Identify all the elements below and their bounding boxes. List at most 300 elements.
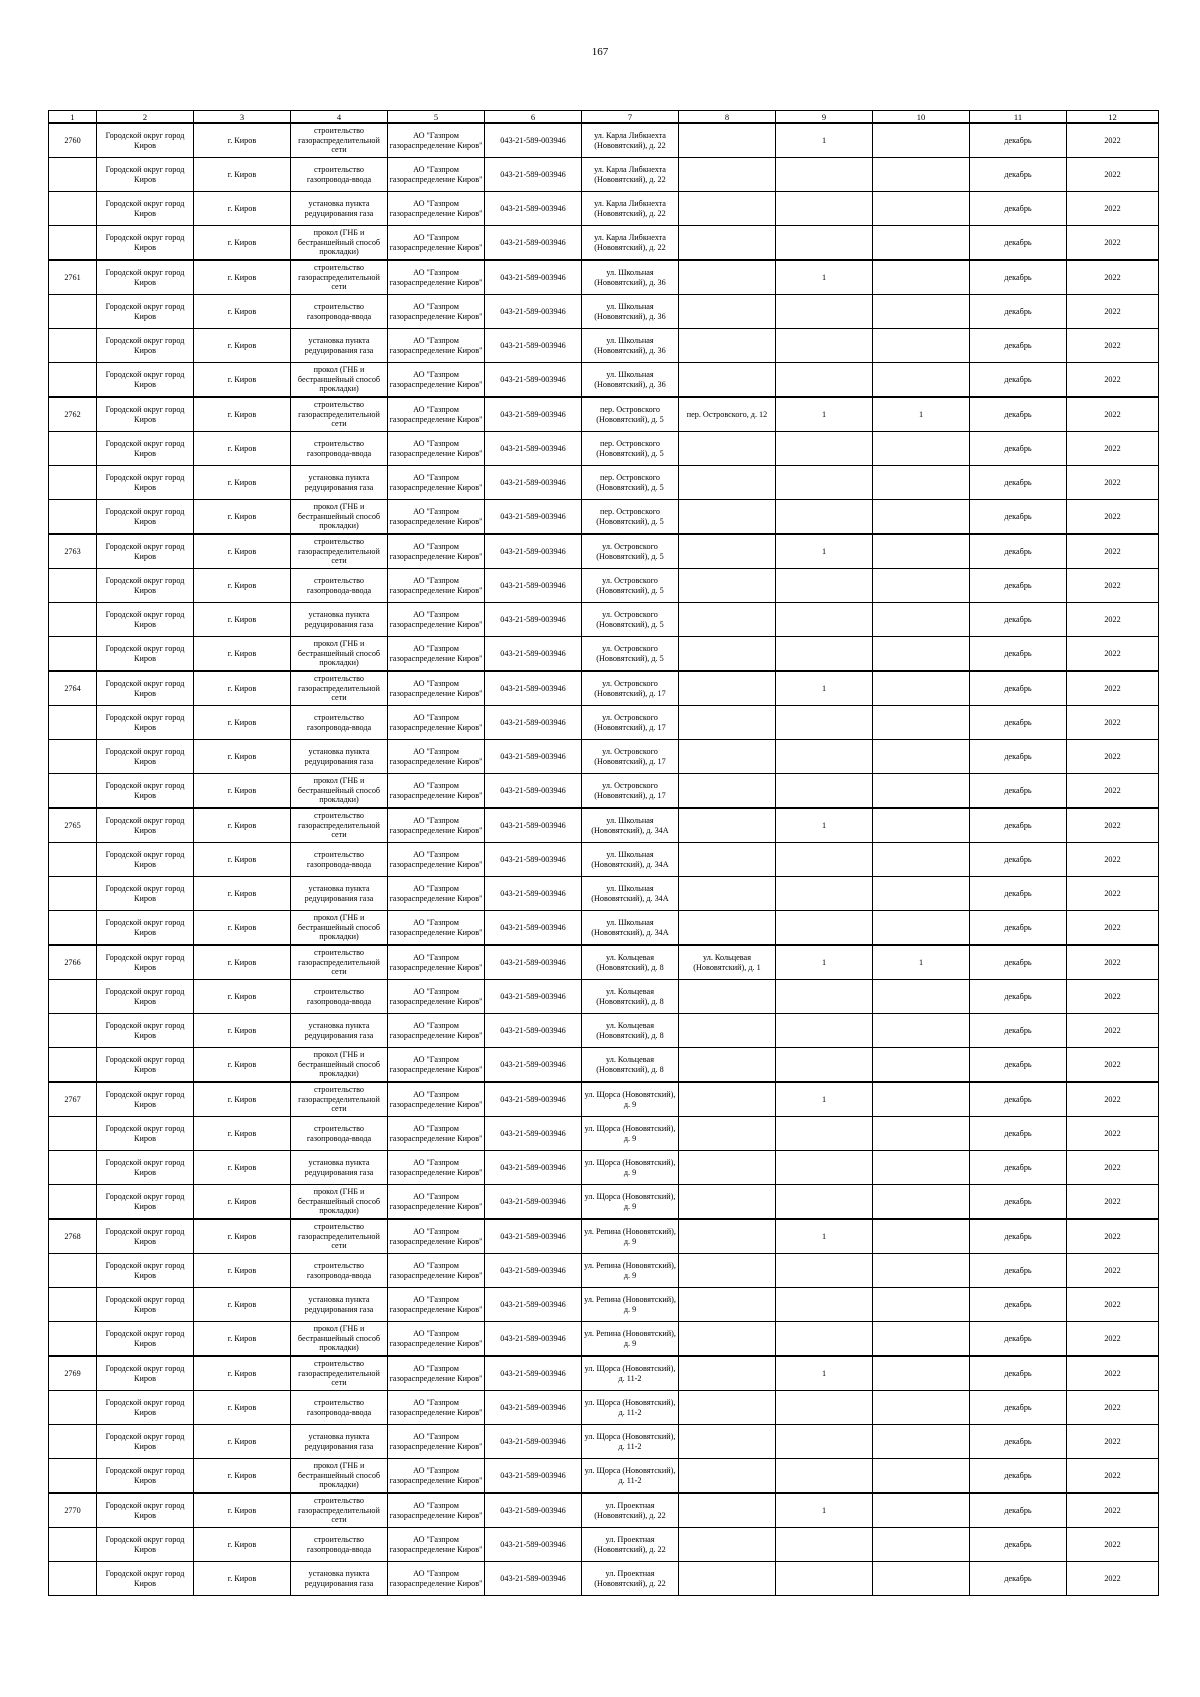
- year-cell: 2022: [1067, 1322, 1159, 1357]
- secondary-address-cell: [679, 226, 776, 261]
- column-10-cell: [873, 192, 970, 226]
- column-10-cell: [873, 671, 970, 706]
- address-cell: ул. Школьная (Нововятский), д. 36: [582, 329, 679, 363]
- city-cell: г. Киров: [194, 329, 291, 363]
- column-10-cell: [873, 740, 970, 774]
- column-9-cell: [776, 980, 873, 1014]
- city-cell: г. Киров: [194, 432, 291, 466]
- city-cell: г. Киров: [194, 569, 291, 603]
- work-type-cell: строительство газораспределительной сети: [291, 397, 388, 432]
- work-type-cell: установка пункта редуцирования газа: [291, 1288, 388, 1322]
- city-cell: г. Киров: [194, 1459, 291, 1494]
- row-number-cell: [49, 363, 97, 398]
- column-9-cell: [776, 1288, 873, 1322]
- address-cell: ул. Кольцевая (Нововятский), д. 8: [582, 1048, 679, 1083]
- work-type-cell: строительство газопровода-ввода: [291, 980, 388, 1014]
- district-cell: Городской округ город Киров: [97, 260, 194, 295]
- organization-cell: АО "Газпром газораспределение Киров": [388, 1562, 485, 1596]
- secondary-address-cell: [679, 1048, 776, 1083]
- secondary-address-cell: [679, 1014, 776, 1048]
- work-type-cell: строительство газопровода-ввода: [291, 706, 388, 740]
- code-cell: 043-21-589-003946: [485, 397, 582, 432]
- address-cell: ул. Проектная (Нововятский), д. 22: [582, 1562, 679, 1596]
- month-cell: декабрь: [970, 945, 1067, 980]
- city-cell: г. Киров: [194, 1322, 291, 1357]
- year-cell: 2022: [1067, 1185, 1159, 1220]
- month-cell: декабрь: [970, 466, 1067, 500]
- column-9-cell: [776, 329, 873, 363]
- column-10-cell: [873, 432, 970, 466]
- work-type-cell: прокол (ГНБ и бестраншейный способ прокладки): [291, 1048, 388, 1083]
- organization-cell: АО "Газпром газораспределение Киров": [388, 1014, 485, 1048]
- month-cell: декабрь: [970, 1322, 1067, 1357]
- month-cell: декабрь: [970, 329, 1067, 363]
- row-number-cell: 2770: [49, 1493, 97, 1528]
- address-cell: ул. Щорса (Нововятский), д. 11-2: [582, 1459, 679, 1494]
- organization-cell: АО "Газпром газораспределение Киров": [388, 123, 485, 158]
- year-cell: 2022: [1067, 295, 1159, 329]
- district-cell: Городской округ город Киров: [97, 637, 194, 672]
- district-cell: Городской округ город Киров: [97, 945, 194, 980]
- column-9-cell: [776, 637, 873, 672]
- column-10-cell: [873, 1391, 970, 1425]
- district-cell: Городской округ город Киров: [97, 397, 194, 432]
- column-10-cell: [873, 1219, 970, 1254]
- row-number-cell: [49, 877, 97, 911]
- organization-cell: АО "Газпром газораспределение Киров": [388, 295, 485, 329]
- year-cell: 2022: [1067, 1014, 1159, 1048]
- column-9-cell: [776, 706, 873, 740]
- organization-cell: АО "Газпром газораспределение Киров": [388, 774, 485, 809]
- column-9-cell: [776, 843, 873, 877]
- code-cell: 043-21-589-003946: [485, 1014, 582, 1048]
- address-cell: ул. Щорса (Нововятский), д. 11-2: [582, 1356, 679, 1391]
- row-number-cell: 2765: [49, 808, 97, 843]
- secondary-address-cell: [679, 1322, 776, 1357]
- column-10-cell: [873, 877, 970, 911]
- month-cell: декабрь: [970, 774, 1067, 809]
- district-cell: Городской округ город Киров: [97, 877, 194, 911]
- column-9-cell: 1: [776, 1493, 873, 1528]
- column-10-cell: [873, 329, 970, 363]
- row-number-cell: [49, 1185, 97, 1220]
- secondary-address-cell: [679, 158, 776, 192]
- column-9-cell: 1: [776, 260, 873, 295]
- district-cell: Городской округ город Киров: [97, 911, 194, 946]
- organization-cell: АО "Газпром газораспределение Киров": [388, 637, 485, 672]
- row-number-cell: 2768: [49, 1219, 97, 1254]
- column-header-1: 1: [49, 111, 97, 124]
- month-cell: декабрь: [970, 192, 1067, 226]
- month-cell: декабрь: [970, 877, 1067, 911]
- column-10-cell: [873, 808, 970, 843]
- table-row: [49, 911, 1159, 946]
- table-row: [49, 706, 1159, 740]
- district-cell: Городской округ город Киров: [97, 1528, 194, 1562]
- year-cell: 2022: [1067, 1254, 1159, 1288]
- code-cell: 043-21-589-003946: [485, 706, 582, 740]
- row-number-cell: [49, 466, 97, 500]
- code-cell: 043-21-589-003946: [485, 603, 582, 637]
- row-number-cell: [49, 569, 97, 603]
- row-number-cell: [49, 1562, 97, 1596]
- organization-cell: АО "Газпром газораспределение Киров": [388, 1288, 485, 1322]
- table-row: [49, 1219, 1159, 1254]
- work-type-cell: прокол (ГНБ и бестраншейный способ прокладки): [291, 1459, 388, 1494]
- address-cell: ул. Островского (Нововятский), д. 5: [582, 569, 679, 603]
- work-type-cell: установка пункта редуцирования газа: [291, 1425, 388, 1459]
- code-cell: 043-21-589-003946: [485, 637, 582, 672]
- row-number-cell: [49, 432, 97, 466]
- code-cell: 043-21-589-003946: [485, 569, 582, 603]
- page-number: 167: [591, 46, 609, 58]
- address-cell: ул. Карла Либкнехта (Нововятский), д. 22: [582, 226, 679, 261]
- address-cell: ул. Островского (Нововятский), д. 17: [582, 774, 679, 809]
- table-row: [49, 123, 1159, 158]
- secondary-address-cell: ул. Кольцевая (Нововятский), д. 1: [679, 945, 776, 980]
- year-cell: 2022: [1067, 158, 1159, 192]
- city-cell: г. Киров: [194, 1356, 291, 1391]
- code-cell: 043-21-589-003946: [485, 1562, 582, 1596]
- table-row: [49, 1562, 1159, 1596]
- column-9-cell: 1: [776, 397, 873, 432]
- table-row: [49, 945, 1159, 980]
- work-type-cell: установка пункта редуцирования газа: [291, 1562, 388, 1596]
- secondary-address-cell: [679, 1185, 776, 1220]
- row-number-cell: [49, 295, 97, 329]
- district-cell: Городской округ город Киров: [97, 1082, 194, 1117]
- district-cell: Городской округ город Киров: [97, 466, 194, 500]
- year-cell: 2022: [1067, 123, 1159, 158]
- column-9-cell: [776, 158, 873, 192]
- row-number-cell: 2762: [49, 397, 97, 432]
- work-type-cell: строительство газопровода-ввода: [291, 158, 388, 192]
- year-cell: 2022: [1067, 945, 1159, 980]
- city-cell: г. Киров: [194, 637, 291, 672]
- column-header-3: 3: [194, 111, 291, 124]
- address-cell: ул. Школьная (Нововятский), д. 34А: [582, 877, 679, 911]
- address-cell: ул. Репина (Нововятский), д. 9: [582, 1288, 679, 1322]
- column-10-cell: [873, 569, 970, 603]
- table-row: [49, 1493, 1159, 1528]
- month-cell: декабрь: [970, 740, 1067, 774]
- city-cell: г. Киров: [194, 1528, 291, 1562]
- year-cell: 2022: [1067, 569, 1159, 603]
- column-10-cell: [873, 1117, 970, 1151]
- work-type-cell: установка пункта редуцирования газа: [291, 877, 388, 911]
- month-cell: декабрь: [970, 808, 1067, 843]
- column-9-cell: [776, 432, 873, 466]
- year-cell: 2022: [1067, 808, 1159, 843]
- column-10-cell: [873, 1562, 970, 1596]
- row-number-cell: [49, 637, 97, 672]
- column-9-cell: [776, 295, 873, 329]
- column-header-10: 10: [873, 111, 970, 124]
- row-number-cell: [49, 500, 97, 535]
- secondary-address-cell: [679, 671, 776, 706]
- organization-cell: АО "Газпром газораспределение Киров": [388, 945, 485, 980]
- table-row: [49, 843, 1159, 877]
- address-cell: ул. Репина (Нововятский), д. 9: [582, 1219, 679, 1254]
- code-cell: 043-21-589-003946: [485, 295, 582, 329]
- column-header-7: 7: [582, 111, 679, 124]
- table-row: [49, 466, 1159, 500]
- district-cell: Городской округ город Киров: [97, 363, 194, 398]
- address-cell: ул. Щорса (Нововятский), д. 9: [582, 1117, 679, 1151]
- work-type-cell: прокол (ГНБ и бестраншейный способ прокладки): [291, 1322, 388, 1357]
- year-cell: 2022: [1067, 397, 1159, 432]
- address-cell: пер. Островского (Нововятский), д. 5: [582, 432, 679, 466]
- organization-cell: АО "Газпром газораспределение Киров": [388, 1493, 485, 1528]
- column-9-cell: 1: [776, 808, 873, 843]
- secondary-address-cell: [679, 808, 776, 843]
- work-type-cell: установка пункта редуцирования газа: [291, 1151, 388, 1185]
- organization-cell: АО "Газпром газораспределение Киров": [388, 1391, 485, 1425]
- district-cell: Городской округ город Киров: [97, 569, 194, 603]
- code-cell: 043-21-589-003946: [485, 1048, 582, 1083]
- column-9-cell: [776, 1391, 873, 1425]
- column-9-cell: [776, 1014, 873, 1048]
- table-row: [49, 192, 1159, 226]
- organization-cell: АО "Газпром газораспределение Киров": [388, 911, 485, 946]
- district-cell: Городской округ город Киров: [97, 329, 194, 363]
- table-row: [49, 1322, 1159, 1357]
- year-cell: 2022: [1067, 432, 1159, 466]
- year-cell: 2022: [1067, 843, 1159, 877]
- city-cell: г. Киров: [194, 1151, 291, 1185]
- district-cell: Городской округ город Киров: [97, 808, 194, 843]
- column-10-cell: [873, 774, 970, 809]
- column-10-cell: [873, 260, 970, 295]
- organization-cell: АО "Газпром газораспределение Киров": [388, 1048, 485, 1083]
- code-cell: 043-21-589-003946: [485, 329, 582, 363]
- month-cell: декабрь: [970, 260, 1067, 295]
- district-cell: Городской округ город Киров: [97, 980, 194, 1014]
- city-cell: г. Киров: [194, 1254, 291, 1288]
- month-cell: декабрь: [970, 1493, 1067, 1528]
- city-cell: г. Киров: [194, 603, 291, 637]
- city-cell: г. Киров: [194, 1288, 291, 1322]
- column-10-cell: [873, 1185, 970, 1220]
- column-10-cell: [873, 911, 970, 946]
- district-cell: Городской округ город Киров: [97, 706, 194, 740]
- city-cell: г. Киров: [194, 1014, 291, 1048]
- month-cell: декабрь: [970, 1528, 1067, 1562]
- year-cell: 2022: [1067, 1562, 1159, 1596]
- work-type-cell: прокол (ГНБ и бестраншейный способ прокладки): [291, 363, 388, 398]
- table-row: [49, 1014, 1159, 1048]
- district-cell: Городской округ город Киров: [97, 1185, 194, 1220]
- month-cell: декабрь: [970, 1014, 1067, 1048]
- city-cell: г. Киров: [194, 226, 291, 261]
- month-cell: декабрь: [970, 980, 1067, 1014]
- city-cell: г. Киров: [194, 295, 291, 329]
- column-10-cell: 1: [873, 945, 970, 980]
- address-cell: ул. Репина (Нововятский), д. 9: [582, 1254, 679, 1288]
- column-9-cell: [776, 466, 873, 500]
- year-cell: 2022: [1067, 671, 1159, 706]
- district-cell: Городской округ город Киров: [97, 1562, 194, 1596]
- column-10-cell: [873, 1288, 970, 1322]
- row-number-cell: [49, 1014, 97, 1048]
- address-cell: ул. Щорса (Нововятский), д. 9: [582, 1151, 679, 1185]
- secondary-address-cell: [679, 1082, 776, 1117]
- row-number-cell: [49, 843, 97, 877]
- secondary-address-cell: [679, 1493, 776, 1528]
- organization-cell: АО "Газпром газораспределение Киров": [388, 466, 485, 500]
- address-cell: ул. Островского (Нововятский), д. 17: [582, 706, 679, 740]
- work-type-cell: установка пункта редуцирования газа: [291, 192, 388, 226]
- district-cell: Городской округ город Киров: [97, 1254, 194, 1288]
- column-10-cell: [873, 980, 970, 1014]
- year-cell: 2022: [1067, 363, 1159, 398]
- code-cell: 043-21-589-003946: [485, 1356, 582, 1391]
- district-cell: Городской округ город Киров: [97, 432, 194, 466]
- district-cell: Городской округ город Киров: [97, 295, 194, 329]
- year-cell: 2022: [1067, 1356, 1159, 1391]
- month-cell: декабрь: [970, 500, 1067, 535]
- secondary-address-cell: [679, 1528, 776, 1562]
- column-header-11: 11: [970, 111, 1067, 124]
- work-type-cell: строительство газораспределительной сети: [291, 260, 388, 295]
- address-cell: ул. Карла Либкнехта (Нововятский), д. 22: [582, 123, 679, 158]
- organization-cell: АО "Газпром газораспределение Киров": [388, 1219, 485, 1254]
- month-cell: декабрь: [970, 226, 1067, 261]
- secondary-address-cell: [679, 363, 776, 398]
- work-type-cell: строительство газораспределительной сети: [291, 1356, 388, 1391]
- column-10-cell: [873, 1493, 970, 1528]
- secondary-address-cell: [679, 1254, 776, 1288]
- secondary-address-cell: [679, 911, 776, 946]
- city-cell: г. Киров: [194, 260, 291, 295]
- district-cell: Городской округ город Киров: [97, 123, 194, 158]
- code-cell: 043-21-589-003946: [485, 1528, 582, 1562]
- district-cell: Городской округ город Киров: [97, 774, 194, 809]
- district-cell: Городской округ город Киров: [97, 158, 194, 192]
- column-9-cell: [776, 569, 873, 603]
- address-cell: пер. Островского (Нововятский), д. 5: [582, 466, 679, 500]
- address-cell: ул. Кольцевая (Нововятский), д. 8: [582, 980, 679, 1014]
- city-cell: г. Киров: [194, 1493, 291, 1528]
- address-cell: ул. Щорса (Нововятский), д. 9: [582, 1082, 679, 1117]
- address-cell: ул. Школьная (Нововятский), д. 34А: [582, 843, 679, 877]
- district-cell: Городской округ город Киров: [97, 1048, 194, 1083]
- table-row: [49, 1391, 1159, 1425]
- secondary-address-cell: [679, 637, 776, 672]
- address-cell: ул. Репина (Нововятский), д. 9: [582, 1322, 679, 1357]
- month-cell: декабрь: [970, 123, 1067, 158]
- table-row: [49, 1528, 1159, 1562]
- table-row: [49, 397, 1159, 432]
- month-cell: декабрь: [970, 363, 1067, 398]
- row-number-cell: [49, 158, 97, 192]
- column-10-cell: [873, 1254, 970, 1288]
- address-cell: пер. Островского (Нововятский), д. 5: [582, 397, 679, 432]
- code-cell: 043-21-589-003946: [485, 192, 582, 226]
- address-cell: ул. Кольцевая (Нововятский), д. 8: [582, 1014, 679, 1048]
- organization-cell: АО "Газпром газораспределение Киров": [388, 1528, 485, 1562]
- table-row: [49, 877, 1159, 911]
- column-10-cell: [873, 1425, 970, 1459]
- address-cell: ул. Карла Либкнехта (Нововятский), д. 22: [582, 158, 679, 192]
- year-cell: 2022: [1067, 980, 1159, 1014]
- secondary-address-cell: пер. Островского, д. 12: [679, 397, 776, 432]
- code-cell: 043-21-589-003946: [485, 1185, 582, 1220]
- year-cell: 2022: [1067, 637, 1159, 672]
- row-number-cell: 2764: [49, 671, 97, 706]
- code-cell: 043-21-589-003946: [485, 1391, 582, 1425]
- table-row: [49, 1459, 1159, 1494]
- secondary-address-cell: [679, 569, 776, 603]
- work-type-cell: строительство газопровода-ввода: [291, 1528, 388, 1562]
- code-cell: 043-21-589-003946: [485, 1082, 582, 1117]
- month-cell: декабрь: [970, 1356, 1067, 1391]
- code-cell: 043-21-589-003946: [485, 1425, 582, 1459]
- table-row: [49, 637, 1159, 672]
- city-cell: г. Киров: [194, 877, 291, 911]
- work-type-cell: прокол (ГНБ и бестраншейный способ прокладки): [291, 911, 388, 946]
- year-cell: 2022: [1067, 740, 1159, 774]
- organization-cell: АО "Газпром газораспределение Киров": [388, 363, 485, 398]
- year-cell: 2022: [1067, 500, 1159, 535]
- district-cell: Городской округ город Киров: [97, 843, 194, 877]
- column-10-cell: [873, 295, 970, 329]
- column-9-cell: [776, 226, 873, 261]
- table-row: [49, 1151, 1159, 1185]
- code-cell: 043-21-589-003946: [485, 1117, 582, 1151]
- column-10-cell: [873, 1356, 970, 1391]
- district-cell: Городской округ город Киров: [97, 1425, 194, 1459]
- row-number-cell: [49, 329, 97, 363]
- address-cell: ул. Островского (Нововятский), д. 17: [582, 740, 679, 774]
- column-9-cell: [776, 1254, 873, 1288]
- secondary-address-cell: [679, 295, 776, 329]
- column-9-cell: 1: [776, 671, 873, 706]
- secondary-address-cell: [679, 1219, 776, 1254]
- year-cell: 2022: [1067, 534, 1159, 569]
- column-10-cell: [873, 1082, 970, 1117]
- city-cell: г. Киров: [194, 774, 291, 809]
- table-row: [49, 603, 1159, 637]
- column-header-9: 9: [776, 111, 873, 124]
- district-cell: Городской округ город Киров: [97, 1151, 194, 1185]
- column-10-cell: [873, 534, 970, 569]
- table-row: [49, 295, 1159, 329]
- column-10-cell: [873, 123, 970, 158]
- city-cell: г. Киров: [194, 500, 291, 535]
- column-10-cell: [873, 843, 970, 877]
- column-10-cell: [873, 466, 970, 500]
- secondary-address-cell: [679, 1288, 776, 1322]
- secondary-address-cell: [679, 1425, 776, 1459]
- code-cell: 043-21-589-003946: [485, 363, 582, 398]
- work-type-cell: установка пункта редуцирования газа: [291, 329, 388, 363]
- work-type-cell: строительство газораспределительной сети: [291, 534, 388, 569]
- table-row: [49, 1254, 1159, 1288]
- column-9-cell: 1: [776, 123, 873, 158]
- organization-cell: АО "Газпром газораспределение Киров": [388, 1459, 485, 1494]
- column-9-cell: [776, 740, 873, 774]
- column-10-cell: [873, 1322, 970, 1357]
- address-cell: ул. Проектная (Нововятский), д. 22: [582, 1493, 679, 1528]
- work-type-cell: строительство газопровода-ввода: [291, 1254, 388, 1288]
- secondary-address-cell: [679, 192, 776, 226]
- row-number-cell: 2766: [49, 945, 97, 980]
- month-cell: декабрь: [970, 911, 1067, 946]
- year-cell: 2022: [1067, 1151, 1159, 1185]
- column-9-cell: [776, 877, 873, 911]
- table-row: [49, 260, 1159, 295]
